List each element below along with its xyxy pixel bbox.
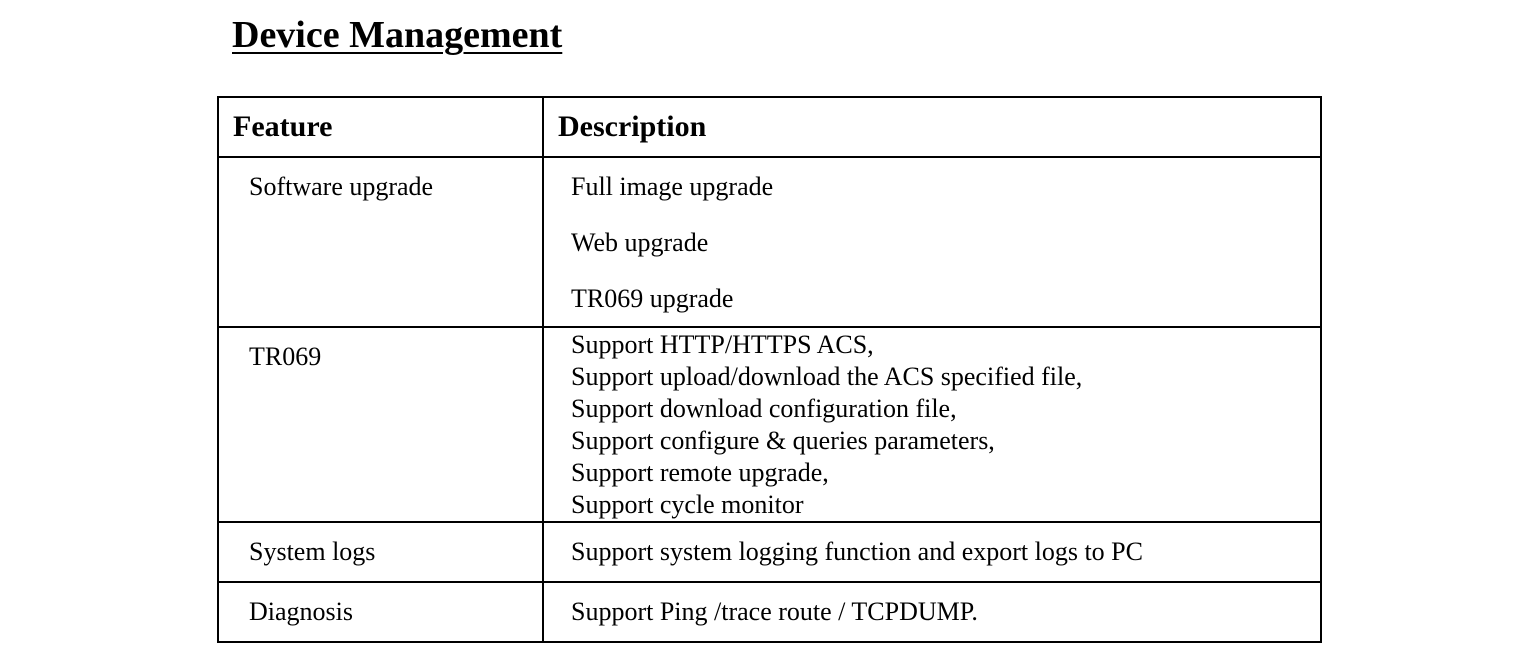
feature-cell: System logs [218,522,543,582]
table-row [218,582,1321,642]
table-row [218,522,1321,582]
description-line: TR069 upgrade [571,284,734,313]
description-line: Support cycle monitor [571,490,804,519]
feature-cell: Diagnosis [218,582,543,642]
description-line: Support download configuration file, [571,394,957,423]
table-row [218,327,1321,522]
description-line: Support HTTP/HTTPS ACS, [571,330,874,359]
column-header-description: Description [543,97,1321,157]
feature-cell: Software upgrade [218,157,543,327]
description-line: Support upload/download the ACS specified file, [571,362,1083,391]
description-cell [543,522,1321,582]
table-row [218,157,1321,327]
feature-table [217,96,1322,643]
description-line: Support Ping /trace route / TCPDUMP. [571,597,978,626]
feature-cell: TR069 [218,327,543,522]
description-line: Support remote upgrade, [571,458,829,487]
description-cell [543,157,1321,327]
table-header-row [218,97,1321,157]
description-line: Support configure & queries parameters, [571,426,995,455]
description-cell [543,327,1321,522]
page-title: Device Management [232,14,563,56]
column-header-feature: Feature [218,97,543,157]
description-cell [543,582,1321,642]
description-line: Full image upgrade [571,172,774,201]
description-line: Web upgrade [571,228,709,257]
description-line: Support system logging function and export logs to PC [571,537,1143,566]
